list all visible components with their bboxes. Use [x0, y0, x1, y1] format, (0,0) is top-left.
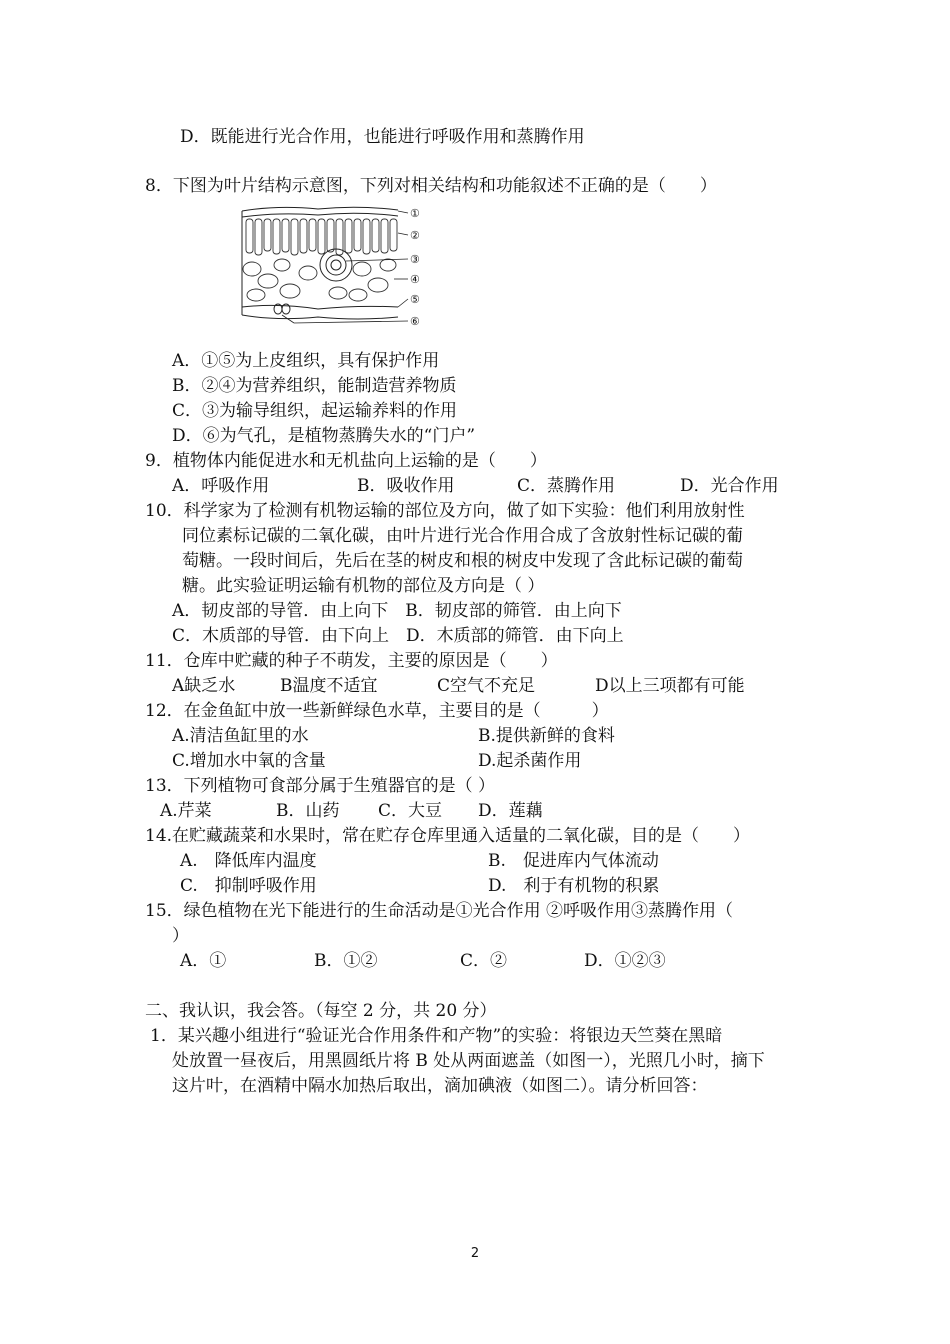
- q15-option-b: B．①②: [314, 951, 378, 971]
- section-2-q1-line-1: 1．某兴趣小组进行“验证光合作用条件和产物”的实验：将银边天竺葵在黑暗: [150, 1026, 723, 1046]
- q13-option-d: D．莲藕: [478, 801, 543, 821]
- q15-stem: 15．绿色植物在光下能进行的生命活动是①光合作用 ②呼吸作用③蒸腾作用（: [145, 901, 734, 921]
- q12-options-row-1: [172, 725, 872, 747]
- section-2-heading: 二、我认识，我会答。（每空 2 分，共 20 分）: [145, 1001, 497, 1021]
- section-2-q1-line-2: 处放置一昼夜后，用黑圆纸片将 B 处从两面遮盖（如图一），光照几小时，摘下: [172, 1051, 765, 1071]
- figure-label-4: ④: [410, 273, 420, 286]
- q10-options-cd: C．木质部的导管．由下向上 D．木质部的筛管．由下向上: [172, 626, 624, 646]
- figure-label-1: ①: [410, 207, 420, 220]
- q14-option-b: B. 促进库内气体流动: [488, 851, 659, 871]
- q15-option-a: A．①: [180, 951, 227, 971]
- q14-options-row-2: [180, 875, 880, 897]
- q11-option-c: C空气不充足: [437, 676, 536, 696]
- q13-option-b: B．山药: [276, 801, 340, 821]
- q8-option-d: D．⑥为气孔，是植物蒸腾失水的“门户”: [172, 426, 476, 446]
- q8-option-a: A．①⑤为上皮组织，具有保护作用: [172, 351, 440, 371]
- q10-options-ab: A．韧皮部的导管．由上向下 B．韧皮部的筛管．由上向下: [172, 601, 622, 621]
- q9-options: [172, 475, 872, 497]
- q15-option-d: D．①②③: [584, 951, 666, 971]
- page-number: 2: [470, 1246, 480, 1261]
- q15-options: [180, 950, 880, 972]
- q11-stem: 11．仓库中贮藏的种子不萌发，主要的原因是（ ）: [145, 651, 558, 671]
- q7-option-d: D．既能进行光合作用，也能进行呼吸作用和蒸腾作用: [180, 127, 585, 147]
- q9-option-d: D．光合作用: [680, 476, 779, 496]
- q8-stem: 8．下图为叶片结构示意图，下列对相关结构和功能叙述不正确的是（ ）: [145, 176, 717, 196]
- q13-options: [160, 800, 860, 822]
- q14-option-c: C. 抑制呼吸作用: [180, 876, 317, 896]
- figure-label-3: ③: [410, 253, 420, 266]
- q12-option-a: A.清洁鱼缸里的水: [172, 726, 309, 746]
- q10-stem-line-2: 同位素标记碳的二氧化碳，由叶片进行光合作用合成了含放射性标记碳的葡: [182, 526, 743, 546]
- figure-label-2: ②: [410, 229, 420, 242]
- q14-option-d: D. 利于有机物的积累: [488, 876, 660, 896]
- q10-stem-line-4: 糖。此实验证明运输有机物的部位及方向是（ ）: [182, 576, 545, 596]
- q10-stem-line-1: 10．科学家为了检测有机物运输的部位及方向，做了如下实验：他们利用放射性: [145, 501, 745, 521]
- q11-option-d: D以上三项都有可能: [595, 676, 745, 696]
- q9-option-a: A．呼吸作用: [172, 476, 270, 496]
- leaf-structure-diagram: [238, 203, 438, 333]
- q12-option-c: C.增加水中氧的含量: [172, 751, 326, 771]
- q8-option-b: B．②④为营养组织，能制造营养物质: [172, 376, 457, 396]
- q12-options-row-2: [172, 750, 872, 772]
- q12-stem: 12．在金鱼缸中放一些新鲜绿色水草，主要目的是（ ）: [145, 701, 609, 721]
- q12-option-b: B.提供新鲜的食料: [478, 726, 615, 746]
- section-2-q1-line-3: 这片叶，在酒精中隔水加热后取出，滴加碘液（如图二）。请分析回答：: [172, 1076, 708, 1096]
- q14-options-row-1: [180, 850, 880, 872]
- q9-option-b: B．吸收作用: [357, 476, 455, 496]
- q13-stem: 13．下列植物可食部分属于生殖器官的是（ ）: [145, 776, 496, 796]
- q15-option-c: C．②: [460, 951, 508, 971]
- q11-option-a: A缺乏水: [172, 676, 236, 696]
- q13-option-a: A.芹菜: [160, 801, 212, 821]
- q15-stem-end: ）: [172, 926, 189, 946]
- q9-stem: 9．植物体内能促进水和无机盐向上运输的是（ ）: [145, 451, 547, 471]
- q10-stem-line-3: 萄糖。一段时间后，先后在茎的树皮和根的树皮中发现了含此标记碳的葡萄: [182, 551, 743, 571]
- q14-stem: 14.在贮藏蔬菜和水果时，常在贮存仓库里通入适量的二氧化碳，目的是（ ）: [145, 826, 751, 846]
- q9-option-c: C．蒸腾作用: [517, 476, 616, 496]
- q8-option-c: C．③为输导组织，起运输养料的作用: [172, 401, 458, 421]
- q14-option-a: A. 降低库内温度: [180, 851, 317, 871]
- q11-options: [172, 675, 872, 697]
- figure-label-6: ⑥: [410, 315, 420, 328]
- figure-label-5: ⑤: [410, 293, 420, 306]
- q13-option-c: C．大豆: [378, 801, 443, 821]
- q12-option-d: D.起杀菌作用: [478, 751, 582, 771]
- q11-option-b: B温度不适宜: [280, 676, 378, 696]
